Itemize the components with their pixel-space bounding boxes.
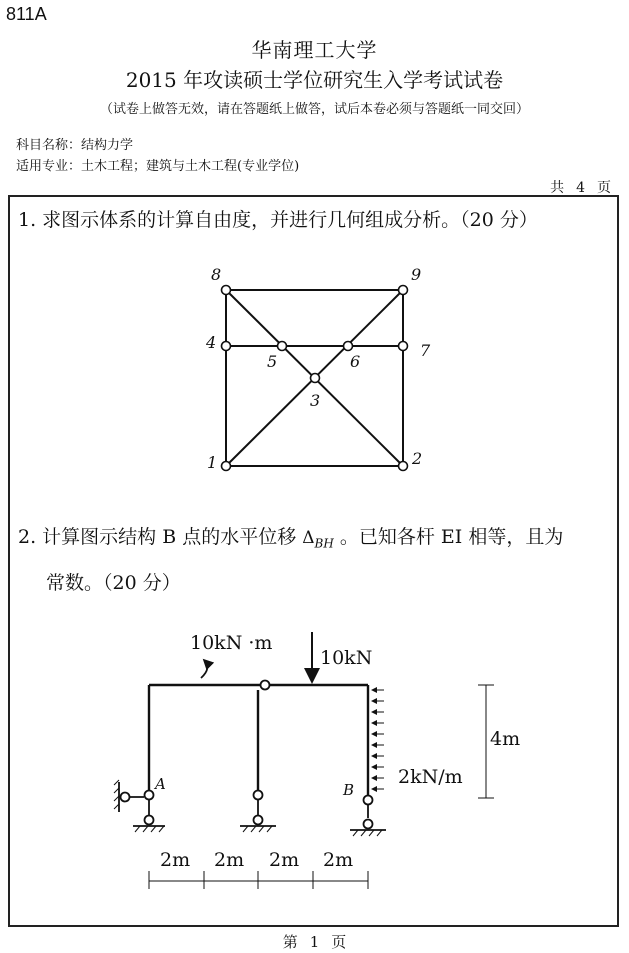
- delta-char: Δ: [302, 528, 315, 548]
- node-label-1: 1: [207, 453, 218, 472]
- point-a-label: A: [155, 775, 166, 793]
- moment-arrow: [201, 660, 207, 678]
- distributed-load-label: 2kN/m: [398, 766, 463, 788]
- question-1-text: 1. 求图示体系的计算自由度，并进行几何组成分析。（20 分）: [18, 209, 538, 231]
- subject-line: 科目名称：结构力学: [16, 138, 134, 153]
- point-b-label: B: [343, 781, 355, 799]
- total-pages-count: 4: [576, 180, 585, 196]
- delta-subscript: BH: [314, 536, 334, 551]
- node-8: [222, 286, 231, 295]
- support-b: [350, 796, 386, 831]
- question-2-text-b: 。已知各杆 EI 相等，且为: [333, 526, 564, 548]
- footer-suffix: 页: [331, 933, 347, 951]
- node-label-8: 8: [211, 265, 222, 284]
- frame-diagram: [110, 615, 521, 895]
- question-2-text-line2: 常数。（20 分）: [46, 572, 181, 594]
- height-label: 4m: [490, 728, 521, 750]
- force-label: 10kN: [320, 647, 373, 669]
- truss-diagram: [195, 258, 440, 478]
- node-label-9: 9: [411, 265, 422, 284]
- exam-code: 811A: [6, 4, 47, 24]
- distributed-load: [372, 690, 384, 789]
- total-pages: [538, 177, 611, 197]
- node-3: [311, 374, 320, 383]
- node-7: [399, 342, 408, 351]
- footer-prefix: 第: [282, 933, 298, 951]
- node-5: [278, 342, 287, 351]
- question-2-text-a: 2. 计算图示结构 B 点的水平位移: [18, 526, 303, 548]
- node-label-4: 4: [206, 333, 217, 352]
- exam-title: 2015 年攻读硕士学位研究生入学考试试卷: [125, 68, 504, 92]
- node-label-5: 5: [267, 352, 278, 371]
- node-1: [222, 462, 231, 471]
- footer-page-number: 1: [309, 933, 320, 951]
- node-label-6: 6: [350, 352, 361, 371]
- delta-symbol: [302, 528, 334, 551]
- span-label-1: 2m: [160, 849, 191, 871]
- span-dimensions: [149, 871, 368, 889]
- university-name: 华南理工大学: [251, 38, 378, 62]
- node-2: [399, 462, 408, 471]
- total-pages-prefix: 共: [550, 180, 565, 196]
- span-label-4: 2m: [323, 849, 354, 871]
- node-label-2: 2: [412, 449, 423, 468]
- span-label-3: 2m: [269, 849, 300, 871]
- moment-label: 10kN ·m: [190, 632, 273, 654]
- support-middle: [240, 791, 276, 827]
- major-line: 适用专业：土木工程；建筑与土木工程(专业学位): [16, 159, 300, 174]
- exam-note: （试卷上做答无效，请在答题纸上做答，试后本卷必须与答题纸一同交回）: [99, 102, 529, 117]
- node-6: [344, 342, 353, 351]
- total-pages-suffix: 页: [597, 180, 611, 196]
- question-2-text: [18, 522, 618, 550]
- beam-hinge: [261, 681, 270, 690]
- node-label-3: 3: [310, 391, 321, 410]
- span-label-2: 2m: [214, 849, 245, 871]
- page-footer: [0, 931, 629, 952]
- node-4: [222, 342, 231, 351]
- node-9: [399, 286, 408, 295]
- node-label-7: 7: [420, 341, 431, 360]
